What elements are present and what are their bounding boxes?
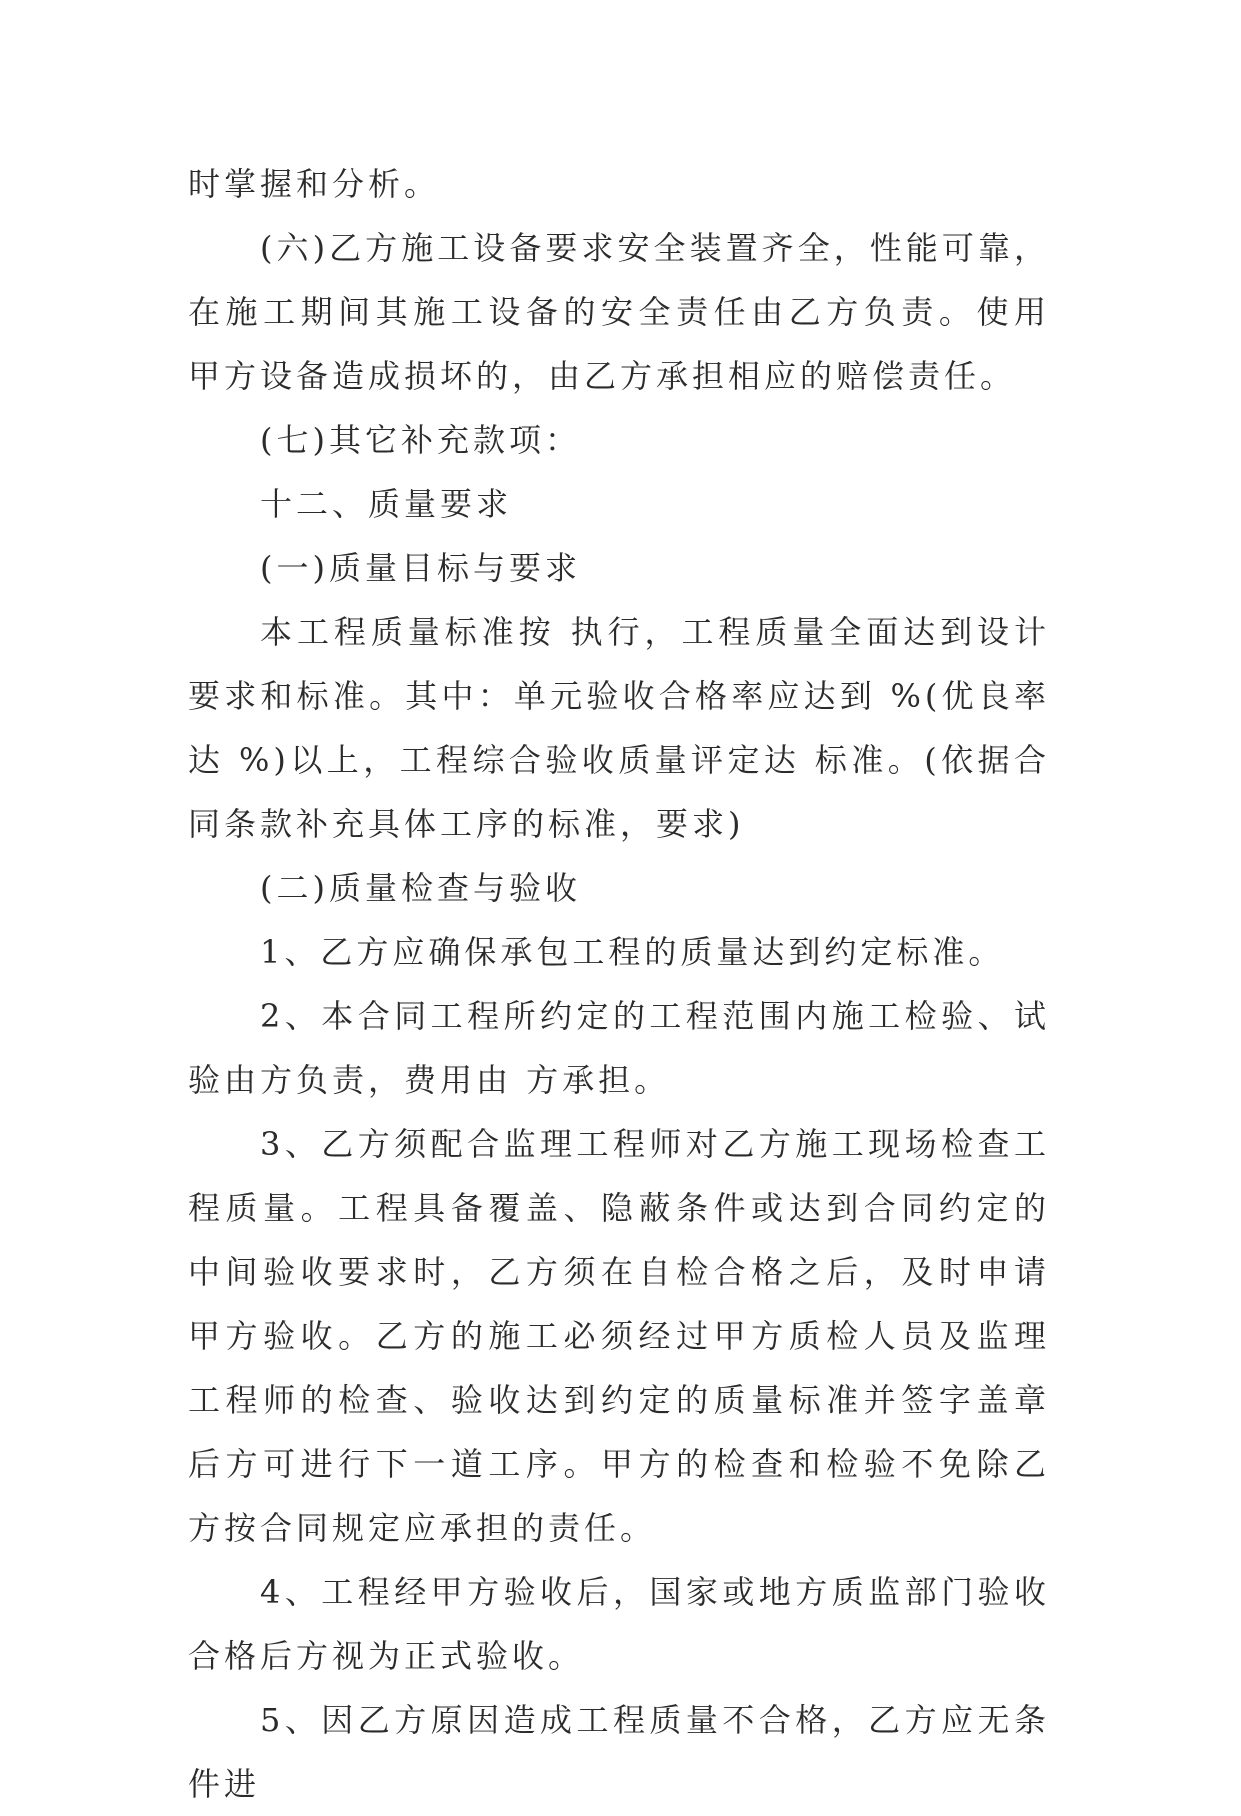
document-body: [188, 152, 1050, 1816]
list-item-3: 3、乙方须配合监理工程师对乙方施工现场检查工程质量。工程具备覆盖、隐蔽条件或达到合同约定的中间验收要求时，乙方须在自检合格之后，及时申请甲方验收。乙方的施工必须经过甲方质检人员及监理工程师的检查、验收达到约定的质量标准并签字盖章后方可进行下一道工序。甲方的检查和检验不免除乙方按合同规定应承担的责任。: [188, 1125, 1050, 1547]
list-item-1: 1、乙方应确保承包工程的质量达到约定标准。: [260, 933, 1005, 971]
paragraph-quality-standard: 本工程质量标准按 执行，工程质量全面达到设计要求和标准。其中：单元验收合格率应达到 %(优良率达 %)以上，工程综合验收质量评定达 标准。(依据合同条款补充具体工序的标准，要求): [188, 613, 1050, 843]
paragraph-clause-7: (七)其它补充款项：: [260, 421, 581, 459]
list-item-5: 5、因乙方原因造成工程质量不合格，乙方应无条件进: [188, 1701, 1050, 1803]
list-item-4: 4、工程经甲方验收后，国家或地方质监部门验收合格后方视为正式验收。: [188, 1573, 1050, 1675]
section-heading-12: 十二、质量要求: [260, 485, 513, 523]
subheading-quality-goals: (一)质量目标与要求: [260, 549, 581, 587]
paragraph-continuation: 时掌握和分析。: [188, 165, 441, 203]
list-item-2: 2、本合同工程所约定的工程范围内施工检验、试验由方负责，费用由 方承担。: [188, 997, 1050, 1099]
subheading-inspection: (二)质量检查与验收: [260, 869, 581, 907]
paragraph-clause-6: (六)乙方施工设备要求安全装置齐全，性能可靠，在施工期间其施工设备的安全责任由乙方负责。使用甲方设备造成损坏的，由乙方承担相应的赔偿责任。: [188, 229, 1050, 395]
